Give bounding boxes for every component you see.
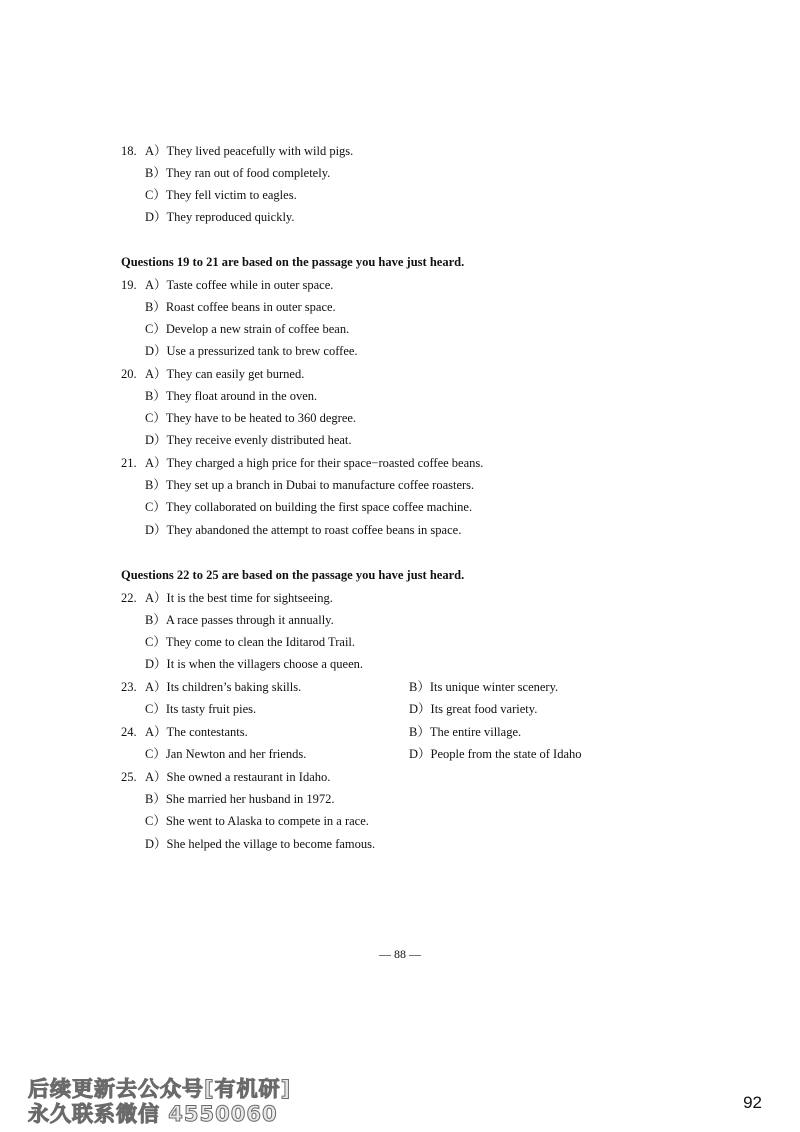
question-18-option-b: B）They ran out of food completely.: [145, 166, 331, 180]
question-25-option-c: C）She went to Alaska to compete in a race.: [145, 814, 369, 828]
question-20-number: 20.: [121, 367, 137, 381]
question-22-option-a: A）It is the best time for sightseeing.: [145, 591, 333, 605]
watermark-line-2: 永久联系微信 4550060: [28, 1102, 278, 1126]
question-21-option-c: C）They collaborated on building the first space coffee machine.: [145, 500, 473, 514]
question-19-option-b: B）Roast coffee beans in outer space.: [145, 300, 336, 314]
question-21-option-d: D）They abandoned the attempt to roast coffee beans in space.: [145, 523, 462, 537]
section-heading-19-21: Questions 19 to 21 are based on the passage you have just heard.: [121, 255, 465, 269]
page-number: — 88 —: [379, 947, 421, 961]
question-25-number: 25.: [121, 770, 137, 784]
question-23-option-c: C）Its tasty fruit pies.: [145, 702, 257, 716]
question-21-option-a: A）They charged a high price for their space−roasted coffee beans.: [145, 456, 484, 470]
question-19-option-a: A）Taste coffee while in outer space.: [145, 278, 334, 292]
question-25-option-b: B）She married her husband in 1972.: [145, 792, 335, 806]
question-18-option-d: D）They reproduced quickly.: [145, 210, 295, 224]
question-22-number: 22.: [121, 591, 137, 605]
section-heading-22-25: Questions 22 to 25 are based on the passage you have just heard.: [121, 568, 465, 582]
corner-page-number: 92: [743, 1093, 762, 1112]
question-19-option-d: D）Use a pressurized tank to brew coffee.: [145, 344, 358, 358]
question-25-option-a: A）She owned a restaurant in Idaho.: [145, 770, 331, 784]
question-18-option-a: A）They lived peacefully with wild pigs.: [145, 144, 354, 158]
question-21-option-b: B）They set up a branch in Dubai to manufacture coffee roasters.: [145, 478, 475, 492]
watermark-line-1: 后续更新去公众号[有机研]: [28, 1077, 292, 1101]
question-20-option-a: A）They can easily get burned.: [145, 367, 305, 381]
question-24-option-d: D）People from the state of Idaho: [409, 747, 582, 761]
question-20-option-c: C）They have to be heated to 360 degree.: [145, 411, 357, 425]
question-25-option-d: D）She helped the village to become famous.: [145, 837, 376, 851]
question-20-option-d: D）They receive evenly distributed heat.: [145, 433, 352, 447]
question-18-number: 18.: [121, 144, 137, 158]
question-23-option-b: B）Its unique winter scenery.: [409, 680, 559, 694]
question-24-number: 24.: [121, 725, 137, 739]
question-19-number: 19.: [121, 278, 137, 292]
question-22-option-d: D）It is when the villagers choose a queen.: [145, 657, 363, 671]
question-24-option-a: A）The contestants.: [145, 725, 248, 739]
question-23-option-d: D）Its great food variety.: [409, 702, 538, 716]
question-22-option-c: C）They come to clean the Iditarod Trail.: [145, 635, 356, 649]
question-22-option-b: B）A race passes through it annually.: [145, 613, 334, 627]
question-24-option-b: B）The entire village.: [409, 725, 522, 739]
question-21-number: 21.: [121, 456, 137, 470]
question-20-option-b: B）They float around in the oven.: [145, 389, 318, 403]
question-23-option-a: A）Its children’s baking skills.: [145, 680, 302, 694]
question-18-option-c: C）They fell victim to eagles.: [145, 188, 297, 202]
question-24-option-c: C）Jan Newton and her friends.: [145, 747, 307, 761]
question-23-number: 23.: [121, 680, 137, 694]
question-19-option-c: C）Develop a new strain of coffee bean.: [145, 322, 350, 336]
